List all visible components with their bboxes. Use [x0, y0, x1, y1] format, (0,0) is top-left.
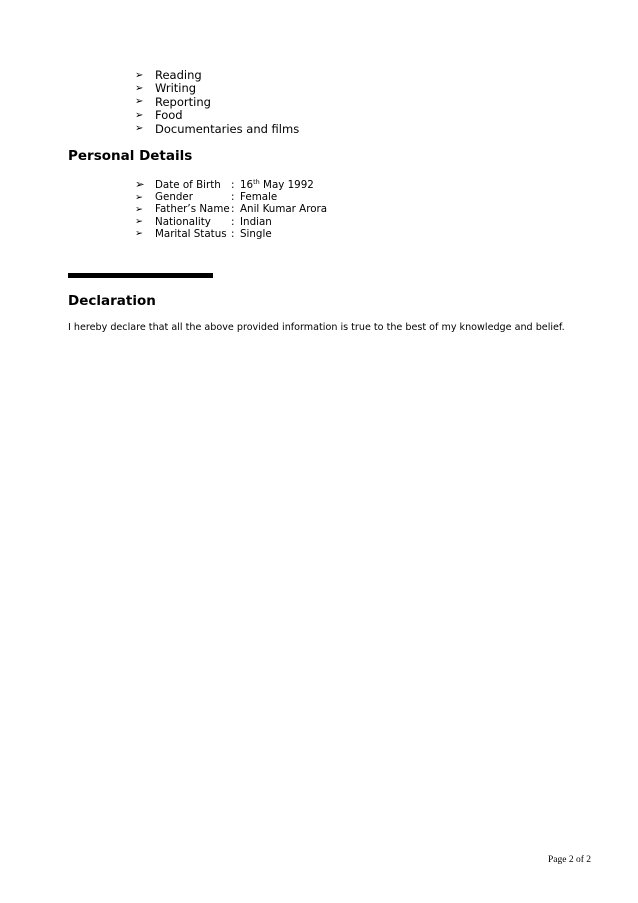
- page-number: Page 2 of 2: [548, 855, 592, 865]
- detail-separator: :: [231, 191, 235, 204]
- detail-row: [135, 228, 327, 240]
- detail-label: Father’s Name: [155, 203, 230, 216]
- arrow-bullet-icon: ➢: [135, 215, 143, 227]
- section-divider: [68, 273, 213, 278]
- detail-separator: :: [231, 203, 235, 216]
- detail-value: Female: [240, 191, 278, 204]
- detail-row: [135, 191, 327, 203]
- personal-details-heading: Personal Details: [68, 148, 193, 164]
- list-item: [135, 96, 299, 109]
- interest-label: Documentaries and films: [155, 121, 300, 136]
- list-item: [135, 69, 299, 82]
- arrow-bullet-icon: ➢: [135, 109, 144, 121]
- personal-details-list: [135, 179, 327, 240]
- declaration-heading: Declaration: [68, 293, 156, 309]
- detail-separator: :: [231, 179, 235, 191]
- detail-label: Gender: [155, 191, 193, 204]
- birth-month-year: May 1992: [259, 179, 314, 191]
- list-item: [135, 109, 299, 122]
- arrow-bullet-icon: ➢: [135, 203, 143, 215]
- interest-label: Writing: [155, 81, 197, 96]
- detail-row: [135, 203, 327, 215]
- detail-separator: :: [231, 215, 235, 228]
- detail-label: Date of Birth: [155, 179, 221, 191]
- detail-label: Nationality: [155, 215, 211, 228]
- ordinal-suffix: th: [253, 178, 260, 186]
- arrow-bullet-icon: ➢: [135, 177, 145, 192]
- arrow-bullet-icon: ➢: [135, 83, 144, 95]
- detail-row: [135, 179, 327, 191]
- interests-list: [135, 69, 299, 136]
- detail-value: Indian: [240, 215, 272, 228]
- arrow-bullet-icon: ➢: [135, 96, 144, 108]
- detail-label: Marital Status: [155, 227, 227, 240]
- interest-label: Reading: [155, 68, 202, 82]
- detail-separator: :: [231, 227, 235, 240]
- detail-value: [240, 179, 314, 191]
- arrow-bullet-icon: ➢: [135, 69, 144, 81]
- list-item: [135, 82, 299, 95]
- list-item: [135, 123, 299, 136]
- detail-value: Anil Kumar Arora: [240, 203, 328, 216]
- arrow-bullet-icon: ➢: [135, 228, 143, 240]
- arrow-bullet-icon: ➢: [135, 191, 143, 203]
- declaration-text: I hereby declare that all the above provided information is true to the best of my knowledge and belief.: [68, 322, 565, 333]
- detail-value: Single: [240, 227, 272, 240]
- interest-label: Food: [155, 108, 183, 123]
- birth-day: 16: [240, 179, 254, 191]
- arrow-bullet-icon: ➢: [135, 123, 144, 135]
- interest-label: Reporting: [155, 94, 211, 109]
- detail-row: [135, 216, 327, 228]
